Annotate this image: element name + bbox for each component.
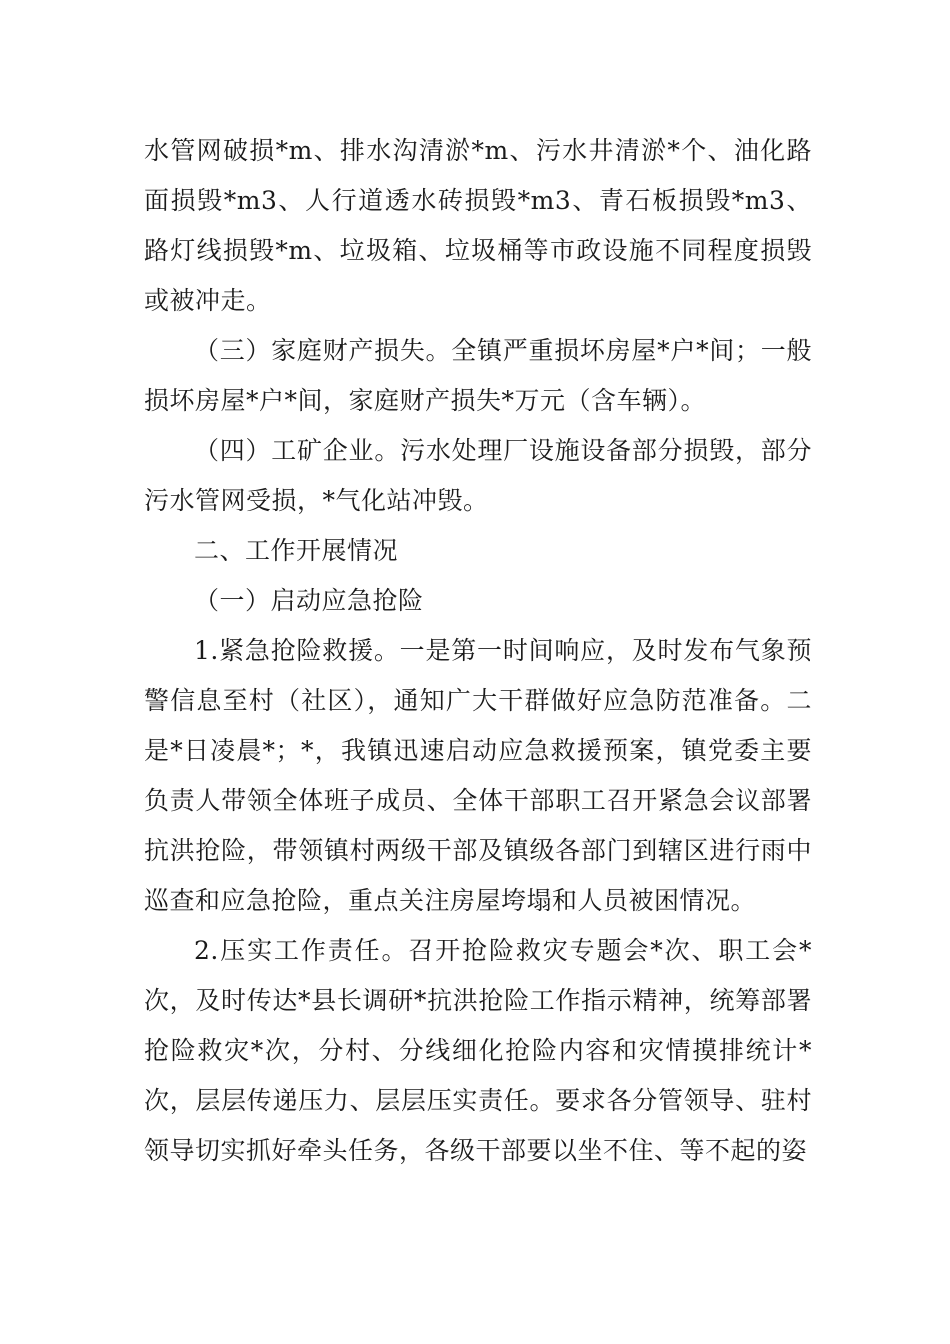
paragraph-municipal-damage: 水管网破损*m、排水沟清淤*m、污水井清淤*个、油化路面损毁*m3、人行道透水砖损毁*m3、青石板损毁*m3、路灯线损毁*m、垃圾箱、垃圾桶等市政设施不同程度损毁或被冲走。 xyxy=(144,136,812,315)
paragraph-household-property-loss: （三）家庭财产损失。全镇严重损坏房屋*户*间；一般损坏房屋*户*间，家庭财产损失*万元（含车辆）。 xyxy=(144,336,812,415)
document-body xyxy=(144,126,812,1176)
paragraph-work-responsibility: 2.压实工作责任。召开抢险救灾专题会*次、职工会*次，及时传达*县长调研*抗洪抢险工作指示精神，统筹部署抢险救灾*次，分村、分线细化抢险内容和灾情摸排统计*次，层层传递压力、层层压实责任。要求各分管领导、驻村领导切实抓好牵头任务，各级干部要以坐不住、等不起的姿 xyxy=(144,936,812,1165)
section-heading-work-progress: 二、工作开展情况 xyxy=(194,536,399,565)
subsection-heading-emergency-response: （一）启动应急抢险 xyxy=(194,586,424,615)
paragraph-industrial-enterprises: （四）工矿企业。污水处理厂设施设备部分损毁，部分污水管网受损，*气化站冲毁。 xyxy=(144,436,812,515)
paragraph-emergency-rescue: 1.紧急抢险救援。一是第一时间响应，及时发布气象预警信息至村（社区），通知广大干群做好应急防范准备。二是*日凌晨*；*，我镇迅速启动应急救援预案，镇党委主要负责人带领全体班子成员、全体干部职工召开紧急会议部署抗洪抢险，带领镇村两级干部及镇级各部门到辖区进行雨中巡查和应急抢险，重点关注房屋垮塌和人员被困情况。 xyxy=(144,636,812,915)
